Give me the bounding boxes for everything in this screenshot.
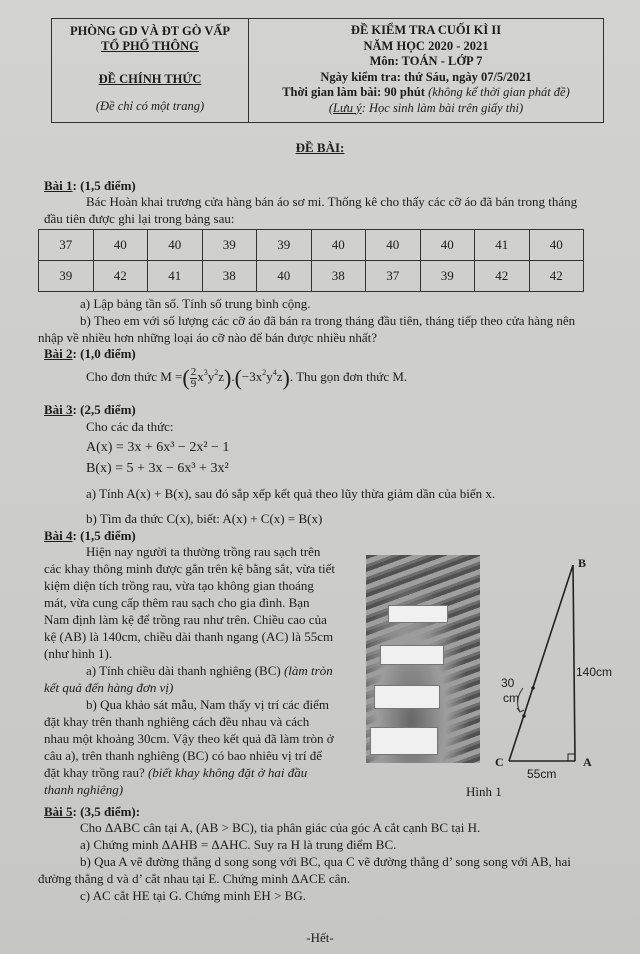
table-row: 37 40 40 39 39 40 40 40 41 40	[39, 230, 584, 261]
header-right	[249, 19, 603, 122]
vertex-b-label: B	[578, 556, 587, 570]
spacing-number-label: 30	[501, 676, 515, 690]
right-triangle-diagram	[490, 550, 630, 770]
problem-5-heading: Bài 5: (3,5 điểm):	[44, 804, 141, 819]
school-year: NĂM HỌC 2020 - 2021	[363, 38, 489, 53]
problem-1-questions: a) Lập bảng tần số. Tính số trung bình cộng. b) Theo em với số lượng các cỡ áo đã bán ra trong tháng đầu tiên, tháng tiếp theo cửa hàng nên nhập về nhiều hơn những loại áo cỡ nào để bán được nhiều nhất?	[38, 296, 576, 345]
page-note: (Đề chỉ có một trang)	[95, 99, 205, 113]
problem-1-intro: Bác Hoàn khai trương cửa hàng bán áo sơ mi. Thống kê cho thấy các cỡ áo đã bán trong tháng đầu tiên được ghi lại trong bảng sau:	[44, 194, 578, 226]
problem-1-heading: Bài 1: (1,5 điểm)	[44, 178, 136, 193]
ac-length-label: 55cm	[527, 767, 557, 781]
end-marker: -Hết-	[306, 930, 334, 945]
polynomial-A: A(x) = 3x + 6x³ − 2x² − 1	[86, 440, 230, 455]
table-row: 39 42 41 38 40 38 37 39 42 42	[39, 261, 584, 292]
spacing-unit-label: cm	[503, 691, 519, 705]
vegetable-shelf-photo	[366, 555, 480, 763]
polynomial-B: B(x) = 5 + 3x − 6x³ + 3x²	[86, 461, 229, 476]
header-left	[52, 19, 249, 122]
shirt-size-table	[38, 229, 584, 292]
exam-title: ĐỀ KIỂM TRA CUỐI KÌ II	[350, 23, 502, 37]
department: PHÒNG GD VÀ ĐT GÒ VẤP	[69, 24, 231, 38]
duration: Thời gian làm bài: 90 phút (không kể thời gian phát đề)	[282, 85, 570, 99]
exam-header	[51, 18, 604, 123]
official-status: ĐỀ CHÍNH THỨC	[98, 72, 202, 86]
notice: (Lưu ý: Học sinh làm bài trên giấy thi)	[328, 100, 524, 115]
group-name: TỔ PHỔ THÔNG	[101, 39, 199, 53]
problem-3-heading: Bài 3: (2,5 điểm)	[44, 402, 136, 417]
vertex-a-label: A	[583, 755, 592, 769]
problem-2-expression: Cho đơn thức M =( $\frac{2}{9}$ $x^3y^2z).(-3x^2y^4z)$. Thu gọn đơn thức M.	[86, 365, 408, 391]
problem-4-heading: Bài 4: (1,5 điểm)	[44, 528, 136, 543]
ab-length-label: 140cm	[576, 665, 613, 679]
vertex-c-label: C	[495, 755, 504, 769]
problem-2-heading: Bài 2: (1,0 điểm)	[44, 346, 136, 361]
subject: Môn: TOÁN - LỚP 7	[369, 54, 483, 68]
exam-date: Ngày kiểm tra: thứ Sáu, ngày 07/5/2021	[320, 69, 532, 84]
problem-3-body: Cho các đa thức: A(x) = 3x + 6x³ − 2x² − 1 B(x) = 5 + 3x − 6x³ + 3x² a) Tính A(x) + B(x), sau đó sắp xếp kết quả theo lũy thừa giảm dần của biến x. b) Tìm đa thức C(x), biết: A(x) + C(x) = B(x)	[86, 416, 606, 529]
section-title: ĐỀ BÀI:	[295, 140, 345, 155]
problem-4-body: Hiện nay người ta thường trồng rau sạch trên các khay thông minh được gắn trên kệ bằng sắt, vừa tiết kiệm diện tích trồng rau, vừa tạo không gian thoáng mát, vừa cung cấp thêm rau sạch cho gia đình. Bạn Nam định làm kệ để trồng rau như trên. Chiều cao của kệ (AB) là 140cm, chiều dài thanh ngang (AC) là 55cm (như hình 1). a) Tính chiều dài thanh nghiêng (BC) (làm tròn kết quả đến hàng đơn vị) b) Qua khảo sát mẫu, Nam thấy vị trí các điểm đặt khay trên thanh nghiêng cách đều nhau và cách nhau một khoảng 30cm. Vậy theo kết quả đã làm tròn ở câu a), trên thanh nghiêng (BC) có bao nhiêu vị trí để đặt khay trồng rau? (biết khay không đặt ở hai đầu thanh nghiêng)	[44, 544, 335, 797]
figure-caption: Hình 1	[466, 784, 502, 799]
problem-5-body: Cho ΔABC cân tại A, (AB > BC), tia phân giác của góc A cắt cạnh BC tại H. a) Chứng minh ΔAHB = ΔAHC. Suy ra H là trung điểm BC. b) Qua A vẽ đường thẳng d song song với BC, qua C vẽ đường thẳng d’ song song với AB, hai đường thẳng d và d’ cắt nhau tại E. Chứng minh ΔACE cân. c) AC cắt HE tại G. Chứng minh EH > BG.	[38, 820, 571, 903]
